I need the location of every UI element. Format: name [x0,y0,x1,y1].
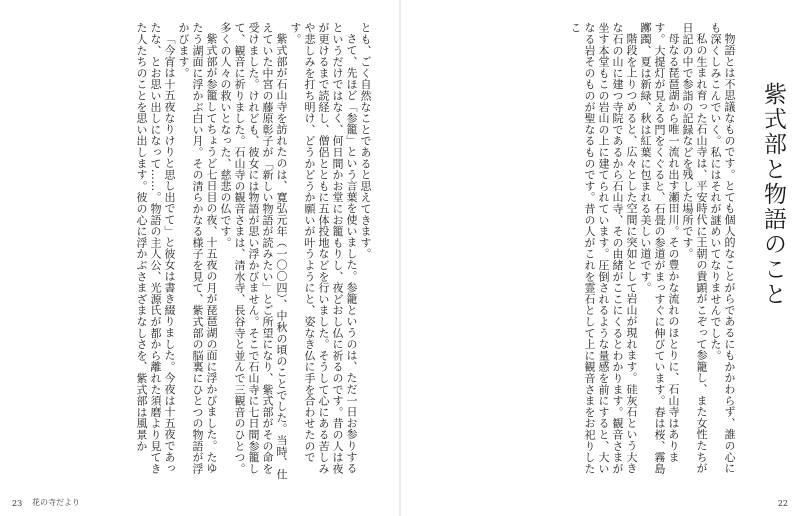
paragraph: さて、先ほど「参籠」という言葉を使いました。参籠というのは、ただ一日お参りするというだけではなく、何日間かお堂にお籠もりし、夜どおし仏に祈るのです。昔の人は夜が更けるまで読経し、僧侶とともに五体投地などを行いました。そうして心にある苦しみや悲しみを打ち明け、どうかどうか願いが叶うようにと、姿なき仏に手を合わせたのです。 [289,22,358,474]
paragraph: 紫式部が参籠してちょうど七日目の夜、十五夜の月が琵琶湖の面に浮かびました。たゆたう湖面に浮かぶ白い月。その清らかなる様子を見て、紫式部の脳裏にひとつの物語が浮かびます。 [177,22,218,474]
page-number-left: 23 [12,499,23,508]
right-page [400,0,800,516]
paragraph: とも、ごく自然なことであると思えてきます。 [359,22,372,260]
running-head: 花の寺だより [32,498,80,507]
page-number-right: 22 [777,499,788,508]
paragraph: 物語とは不思議なものです。とても個人的なことがらであるにもかかわらず、誰の心にも深くしみこんでいく。私にはそれが謎めいてなりませんでした。 [709,22,736,474]
paragraph: 母なる琵琶湖から唯一流れ出す瀬田川。その豊かな流れのほとりに、石山寺はあります。大提灯が見える門をくぐると、石畳の参道がまっすぐに伸びています。春は桜、霧島躑躅、夏は新緑、秋は紅葉に包まれる美しい道です。 [639,22,680,474]
right-page-body [408,22,736,482]
paragraph: 「今宵は十五夜なりけりと思し出でて」と彼女は書き綴りました。今夜は十五夜であったな、とお思い出しになって……。物語の主人公、光源氏が都から離れた須磨より見てきた人たちのことを思い出します。彼の心に浮かぶさまざまなしさを、紫式部は風景か [135,22,176,474]
paragraph: 紫式部が石山寺を訪れたのは、寛弘元年（一〇〇四）、中秋の頃のことでした。当時、仕えていた中宮の藤原彰子が「新しい物語が読みたい」とご所望になり、紫式部がその命を受けました。けれども、彼女には物語が思い浮かびません。そこで石山寺に七日間参籠して、観音に祈りました。石山寺の観音さまは、清水寺、長谷寺と並んで三観音のひとつ。多くの人々の救いとなった、慈悲の仏です。 [219,22,288,480]
left-page-body [26,22,372,482]
paragraph: 階段を上りつめると、広々とした空間に突如として岩山が現れます。硅灰石という大きな石の山に建つ寺院であるから石山寺、その由緒がここにくるとわかります。観音さまが坐す本堂もこの岩山の上に建てられています。圧倒されるような量感を前にすると、大いなる岩そのものが聖なるものです。昔の人がこれを霊石として上に観音さまをお祀りしたこ [569,22,638,474]
paragraph: 私の生まれ育った石山寺は、平安時代に王朝の貴顕がこぞって参籠し、また女性たちが日記の中で参詣の記録などを残した場所です。 [681,22,708,474]
chapter-title: 紫式部と物語のこと [760,82,786,307]
